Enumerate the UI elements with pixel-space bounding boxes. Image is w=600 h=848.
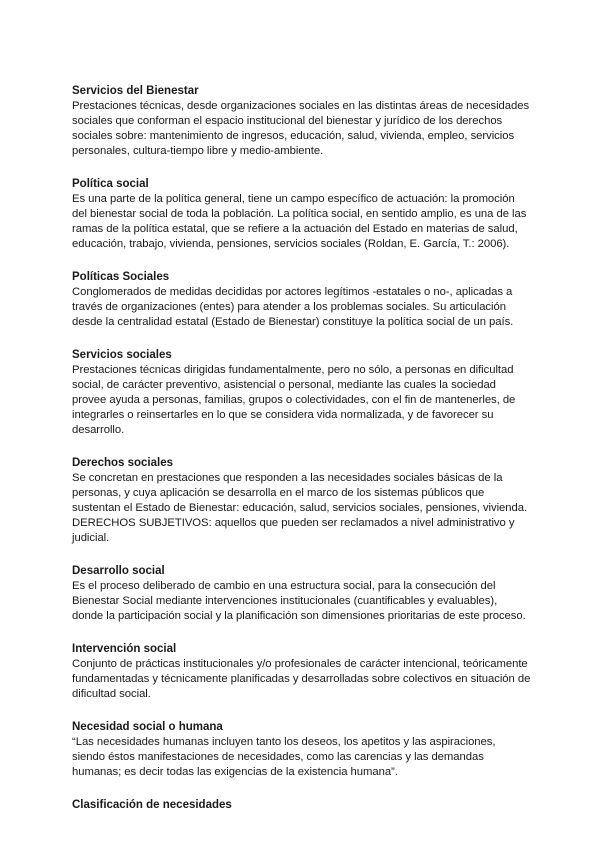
section-title: Intervención social [72,643,177,655]
text-line: Conjunto de prácticas institucionales y/o profesionales de carácter intencional, teóricamente [72,658,528,670]
text-line: personas, y cuya aplicación se desarrolla en el marco de los sistemas públicos que [72,487,485,499]
section-necesidad-social [72,720,542,780]
section-politica-social [72,177,542,252]
text-line: educación, trabajo, vivienda, pensiones, servicios sociales (Roldan, E. García, T.: 2006). [72,238,510,250]
text-line: Prestaciones técnicas, desde organizaciones sociales en las distintas áreas de necesidades [72,100,530,112]
section-servicios-bienestar [72,84,542,159]
text-line: Es una parte de la política general, tiene un campo específico de actuación: la promoción [72,193,515,205]
section-body [72,285,542,330]
text-line: dificultad social. [72,688,151,700]
section-title: Derechos sociales [72,457,174,469]
text-line: ramas de la política estatal, que se refiere a la actuación del Estado en materias de salud, [72,223,518,235]
text-line: provee ayuda a personas, familias, grupos o colectividades, con el fin de mantenerles, de [72,394,516,406]
text-line: Prestaciones técnicas dirigidas fundamentalmente, pero no sólo, a personas en dificultad [72,364,514,376]
text-line: través de organizaciones (entes) para atender a los problemas sociales. Su articulación [72,301,506,313]
section-title: Políticas Sociales [72,271,170,283]
text-line: humanas; es decir todas las exigencias de la existencia humana”. [72,766,398,778]
section-body [72,471,542,546]
section-desarrollo-social [72,564,542,624]
text-line: sociales sobre: mantenimiento de ingresos, educación, salud, vivienda, empleo, servicios [72,130,515,142]
section-body [72,99,542,159]
text-line: siendo éstos manifestaciones de necesidades, como las carencias y las demandas [72,751,484,763]
text-line: “Las necesidades humanas incluyen tanto los deseos, los apetitos y las aspiraciones, [72,736,496,748]
section-servicios-sociales [72,348,542,438]
section-clasificacion-necesidades [72,798,542,813]
section-body [72,657,542,702]
text-line: DERECHOS SUBJETIVOS: aquellos que pueden ser reclamados a nivel administrativo y [72,517,515,529]
text-line: desarrollo. [72,424,125,436]
text-line: donde la participación social y la planificación son dimensiones prioritarias de este proceso. [72,610,526,622]
text-line: sustentan el Estado de Bienestar: educación, salud, servicios sociales, pensiones, vivienda. [72,502,528,514]
section-title: Necesidad social o humana [72,721,223,733]
text-line: judicial. [72,532,110,544]
section-body [72,192,542,252]
text-line: Se concretan en prestaciones que responden a las necesidades sociales básicas de la [72,472,503,484]
text-line: Es el proceso deliberado de cambio en una estructura social, para la consecución del [72,580,496,592]
text-line: Bienestar Social mediante intervenciones institucionales (cuantificables y evaluables), [72,595,498,607]
section-intervencion-social [72,642,542,702]
section-title: Política social [72,178,149,190]
section-title: Servicios sociales [72,349,172,361]
section-title: Clasificación de necesidades [72,799,232,811]
section-body [72,579,542,624]
text-line: desde la centralidad estatal (Estado de Bienestar) constituye la política social de un país. [72,316,514,328]
text-line: personales, cultura-tiempo libre y medio-ambiente. [72,145,324,157]
text-line: sociales que conforman el espacio institucional del bienestar y jurídico de los derechos [72,115,503,127]
text-line: integrarles o reinsertarles en lo que se considera vida normalizada, y de favorecer su [72,409,494,421]
section-body [72,735,542,780]
section-body [72,363,542,438]
document-page [72,84,542,831]
section-politicas-sociales [72,270,542,330]
text-line: social, de carácter preventivo, asistencial o personal, mediante las cuales la sociedad [72,379,496,391]
section-title: Servicios del Bienestar [72,85,199,97]
section-title: Desarrollo social [72,565,165,577]
text-line: Conglomerados de medidas decididas por actores legítimos -estatales o no-, aplicadas a [72,286,513,298]
text-line: del bienestar social de toda la población. La política social, en sentido amplio, es una de las [72,208,527,220]
text-line: fundamentadas y técnicamente planificadas y desarrolladas sobre colectivos en situación de [72,673,531,685]
section-derechos-sociales [72,456,542,546]
